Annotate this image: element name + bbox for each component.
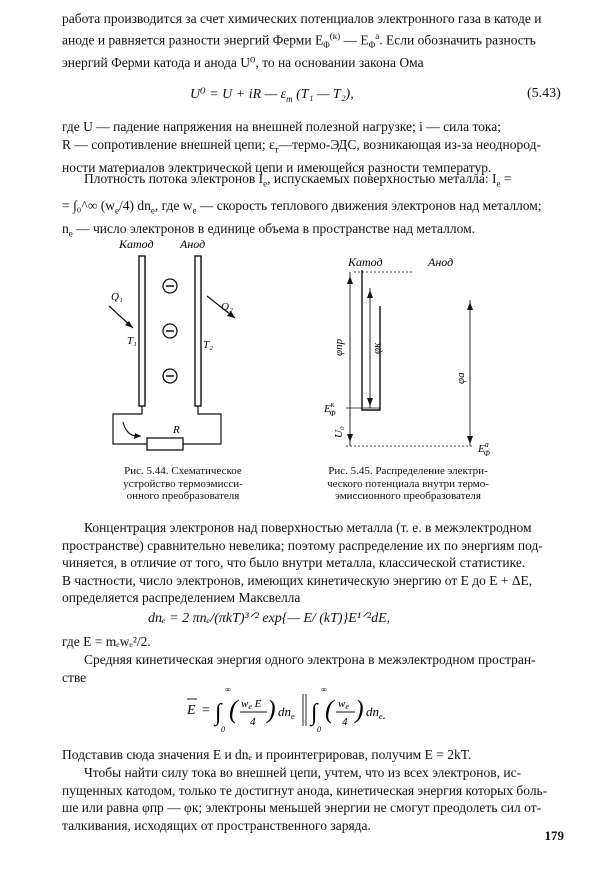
circuit-wire: [183, 406, 221, 444]
label-u0: U₀: [333, 426, 345, 438]
anode-plate: [195, 256, 201, 406]
svg-text:0: 0: [317, 725, 321, 734]
paragraph-4: [62, 519, 569, 607]
text-line: Концентрация электронов над поверхностью металла (т. е. в межэлектродном: [84, 520, 532, 535]
label-ef-k: $E^к$ Φ: [324, 400, 336, 418]
text-line: стве: [62, 669, 87, 685]
label-t1: T₁: [127, 335, 137, 347]
equation-number: (5.43): [527, 86, 561, 101]
figure-5-45: [310, 240, 510, 462]
svg-text:∫: ∫: [311, 700, 318, 726]
text-line: Плотность потока электронов $I_e$, испускаемых поверхностью металла: $I_e$ =: [84, 171, 512, 189]
text-line: Чтобы найти силу тока во внешней цепи, учтем, что из всех электронов, ис-: [84, 765, 522, 780]
svg-text:dne.: $dn_e$.: [366, 704, 386, 722]
label-anode: Анод: [428, 255, 454, 269]
text-line: ности материалов электрической цепи и имеющейся разности температур.: [62, 159, 492, 175]
text-line: чиняется, в отличие от того, что было внутри металла, классической статистике.: [62, 555, 526, 570]
label-phi-k: φк: [371, 342, 383, 354]
text-line: R — сопротивление внешней цепи; $\varepsilon_т—термо$-ЭДС, возникающая из-за неоднород-: [62, 136, 541, 155]
text-line: талкивания, исходящих от пространственного заряда.: [62, 817, 371, 833]
paragraph-1: [62, 10, 569, 72]
label-cathode: Катод: [348, 255, 383, 269]
caption-5-45: Рис. 5.45. Распределение электри- ческого потенциала внутри термо- эмиссионного преобразователя: [327, 465, 489, 502]
svg-text:0: 0: [221, 725, 225, 734]
text-line: Подставив сюда значения E и dnₑ и проинтегрировав, получим E = 2kT.: [62, 747, 472, 762]
svg-text:4: 4: [342, 716, 348, 728]
resistor: [147, 438, 183, 450]
text-line: где E = mₑwₑ²/2.: [62, 634, 151, 649]
caption-5-44: Рис. 5.44. Схематическое устройство термоэмисси- онного преобразователя: [123, 465, 243, 502]
label-phi-pr: φпр: [333, 338, 345, 356]
svg-text:4: 4: [250, 716, 256, 728]
svg-text:dne: $dn_e$: [278, 704, 295, 721]
text-line: определяется распределением Максвелла: [62, 590, 301, 605]
svg-text:we E: we E: [241, 698, 262, 711]
svg-text:(: (: [229, 695, 238, 724]
label-r: R: [173, 424, 180, 436]
label-phi-a: φа: [455, 372, 467, 384]
text-line: ше или равна φпр — φк; электроны меньшей энергии не смогут преодолеть сил от-: [62, 800, 542, 815]
svg-text:∞: ∞: [321, 685, 327, 694]
text-line: где U — падение напряжения на внешней полезной нагрузке; i — сила тока;: [62, 119, 502, 134]
svg-text:(: (: [325, 695, 334, 724]
paragraph-2: [62, 118, 569, 176]
text-line: пространстве) сравнительно невелика; поэтому распределение их по энергиям под-: [62, 537, 543, 553]
svg-text:we: we: [338, 698, 349, 711]
equation-maxwell: dnₑ = 2 πnₑ/(πkT)³ᐟ² exp{— E/ (kT)}E¹ᐟ²dE,: [148, 611, 391, 626]
figure-5-44: [95, 236, 265, 456]
svg-text:): ): [267, 695, 276, 724]
text-line: пущенных катодом, только те достигнут анода, кинетическая энергия которых боль-: [62, 782, 548, 798]
potential-curve: [362, 270, 380, 410]
paragraph-7: [62, 746, 569, 764]
label-cathode: Катод: [119, 237, 154, 251]
paragraph-3: [62, 170, 569, 244]
label-q1: Q₁: [111, 291, 123, 303]
cathode-plate: [139, 256, 145, 406]
text-line: В частности, число электронов, имеющих кинетическую энергию от E до E + ΔE,: [62, 572, 533, 588]
page-number: 179: [544, 828, 564, 843]
text-line: аноде и равняется разности энергий Ферми $E_\Phi^{(к)}$ — $E_\Phi^а$. Если обозначить разность: [62, 30, 536, 50]
svg-text:∞: ∞: [225, 685, 231, 694]
svg-text:∫: ∫: [215, 700, 222, 726]
label-ef-a: $E^а$ Φ: [478, 440, 490, 458]
text-line: = ∫₀^∞ $(w_e/4)$ $dn_e$, где $w_e$ — скорость теплового движения электронов над металлом;: [62, 198, 542, 216]
paragraph-5: [62, 633, 569, 651]
text-line: Средняя кинетическая энергия одного электрона в межэлектродном простран-: [84, 652, 536, 667]
svg-text:): ): [355, 695, 364, 724]
circuit-wire: [113, 406, 147, 444]
svg-text:E: E: [187, 703, 196, 718]
equation-mean-energy: [185, 680, 415, 738]
equation-5-43: U⁰ = U + iR — $\varepsilon_т$ (T₁ — T₂),: [190, 87, 354, 104]
text-line: работа производится за счет химических потенциалов электронного газа в катоде и: [62, 11, 542, 26]
text-line: энергий Ферми катода и анода U⁰, то на основании закона Ома: [62, 55, 424, 71]
label-q2: Q₂: [221, 301, 233, 313]
text-line: $n_e$ — число электронов в единице объема в пространстве над металлом.: [62, 221, 476, 240]
paragraph-8: [62, 764, 569, 834]
current-arrow: [123, 422, 141, 436]
label-t2: T₂: [203, 339, 213, 351]
svg-text:=: =: [201, 703, 211, 718]
label-anode: Анод: [180, 237, 206, 251]
